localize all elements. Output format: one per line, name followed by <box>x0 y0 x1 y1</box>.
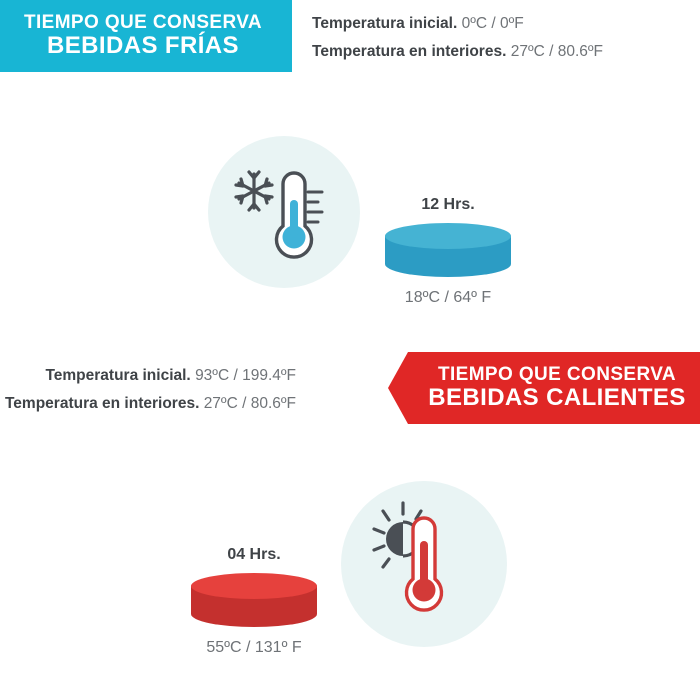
cold-initial-temp-value: 0ºC / 0ºF <box>461 15 524 32</box>
cold-disc-shape <box>385 223 511 277</box>
hot-initial-temp-label: Temperatura inicial. <box>45 367 191 384</box>
cold-banner <box>0 0 292 72</box>
hot-banner-line1: TIEMPO QUE CONSERVA <box>437 363 677 385</box>
hot-indoor-temp-value: 27ºC / 80.6ºF <box>203 394 296 412</box>
snowflake-thermometer-icon <box>208 136 360 288</box>
hot-duration-chart <box>184 546 324 657</box>
hot-icon-background <box>341 481 507 647</box>
cold-indoor-temp-label: Temperatura en interiores. <box>312 42 507 60</box>
sun-thermometer-icon <box>341 481 507 647</box>
cold-banner-line1: TIEMPO QUE CONSERVA <box>23 11 263 33</box>
hot-banner-line2: BEBIDAS CALIENTES <box>428 384 686 412</box>
hot-indoor-temp-row <box>5 390 296 418</box>
cold-temperature-list <box>312 10 603 65</box>
hot-disc-top <box>191 573 317 599</box>
cold-icon-background <box>208 136 360 288</box>
hot-initial-temp-value: 93ºC / 199.4ºF <box>195 367 296 384</box>
cold-disc-top <box>385 223 511 249</box>
cold-initial-temp-row <box>312 10 603 38</box>
hot-disc-shape <box>191 573 317 627</box>
cold-duration-chart <box>378 196 518 307</box>
cold-result-temp: 18ºC / 64º F <box>404 289 492 306</box>
cold-duration-value: 12 Hrs. <box>421 196 475 213</box>
cold-banner-line2: BEBIDAS FRÍAS <box>47 32 239 60</box>
cold-initial-temp-label: Temperatura inicial. <box>312 15 458 32</box>
hot-banner <box>408 352 700 424</box>
hot-duration-value: 04 Hrs. <box>227 546 281 563</box>
hot-initial-temp-row <box>5 362 296 390</box>
hot-temperature-list <box>5 362 296 417</box>
cold-indoor-temp-row <box>312 38 603 66</box>
hot-result-temp: 55ºC / 131º F <box>206 639 302 656</box>
cold-indoor-temp-value: 27ºC / 80.6ºF <box>510 42 604 60</box>
hot-indoor-temp-label: Temperatura en interiores. <box>4 394 200 412</box>
